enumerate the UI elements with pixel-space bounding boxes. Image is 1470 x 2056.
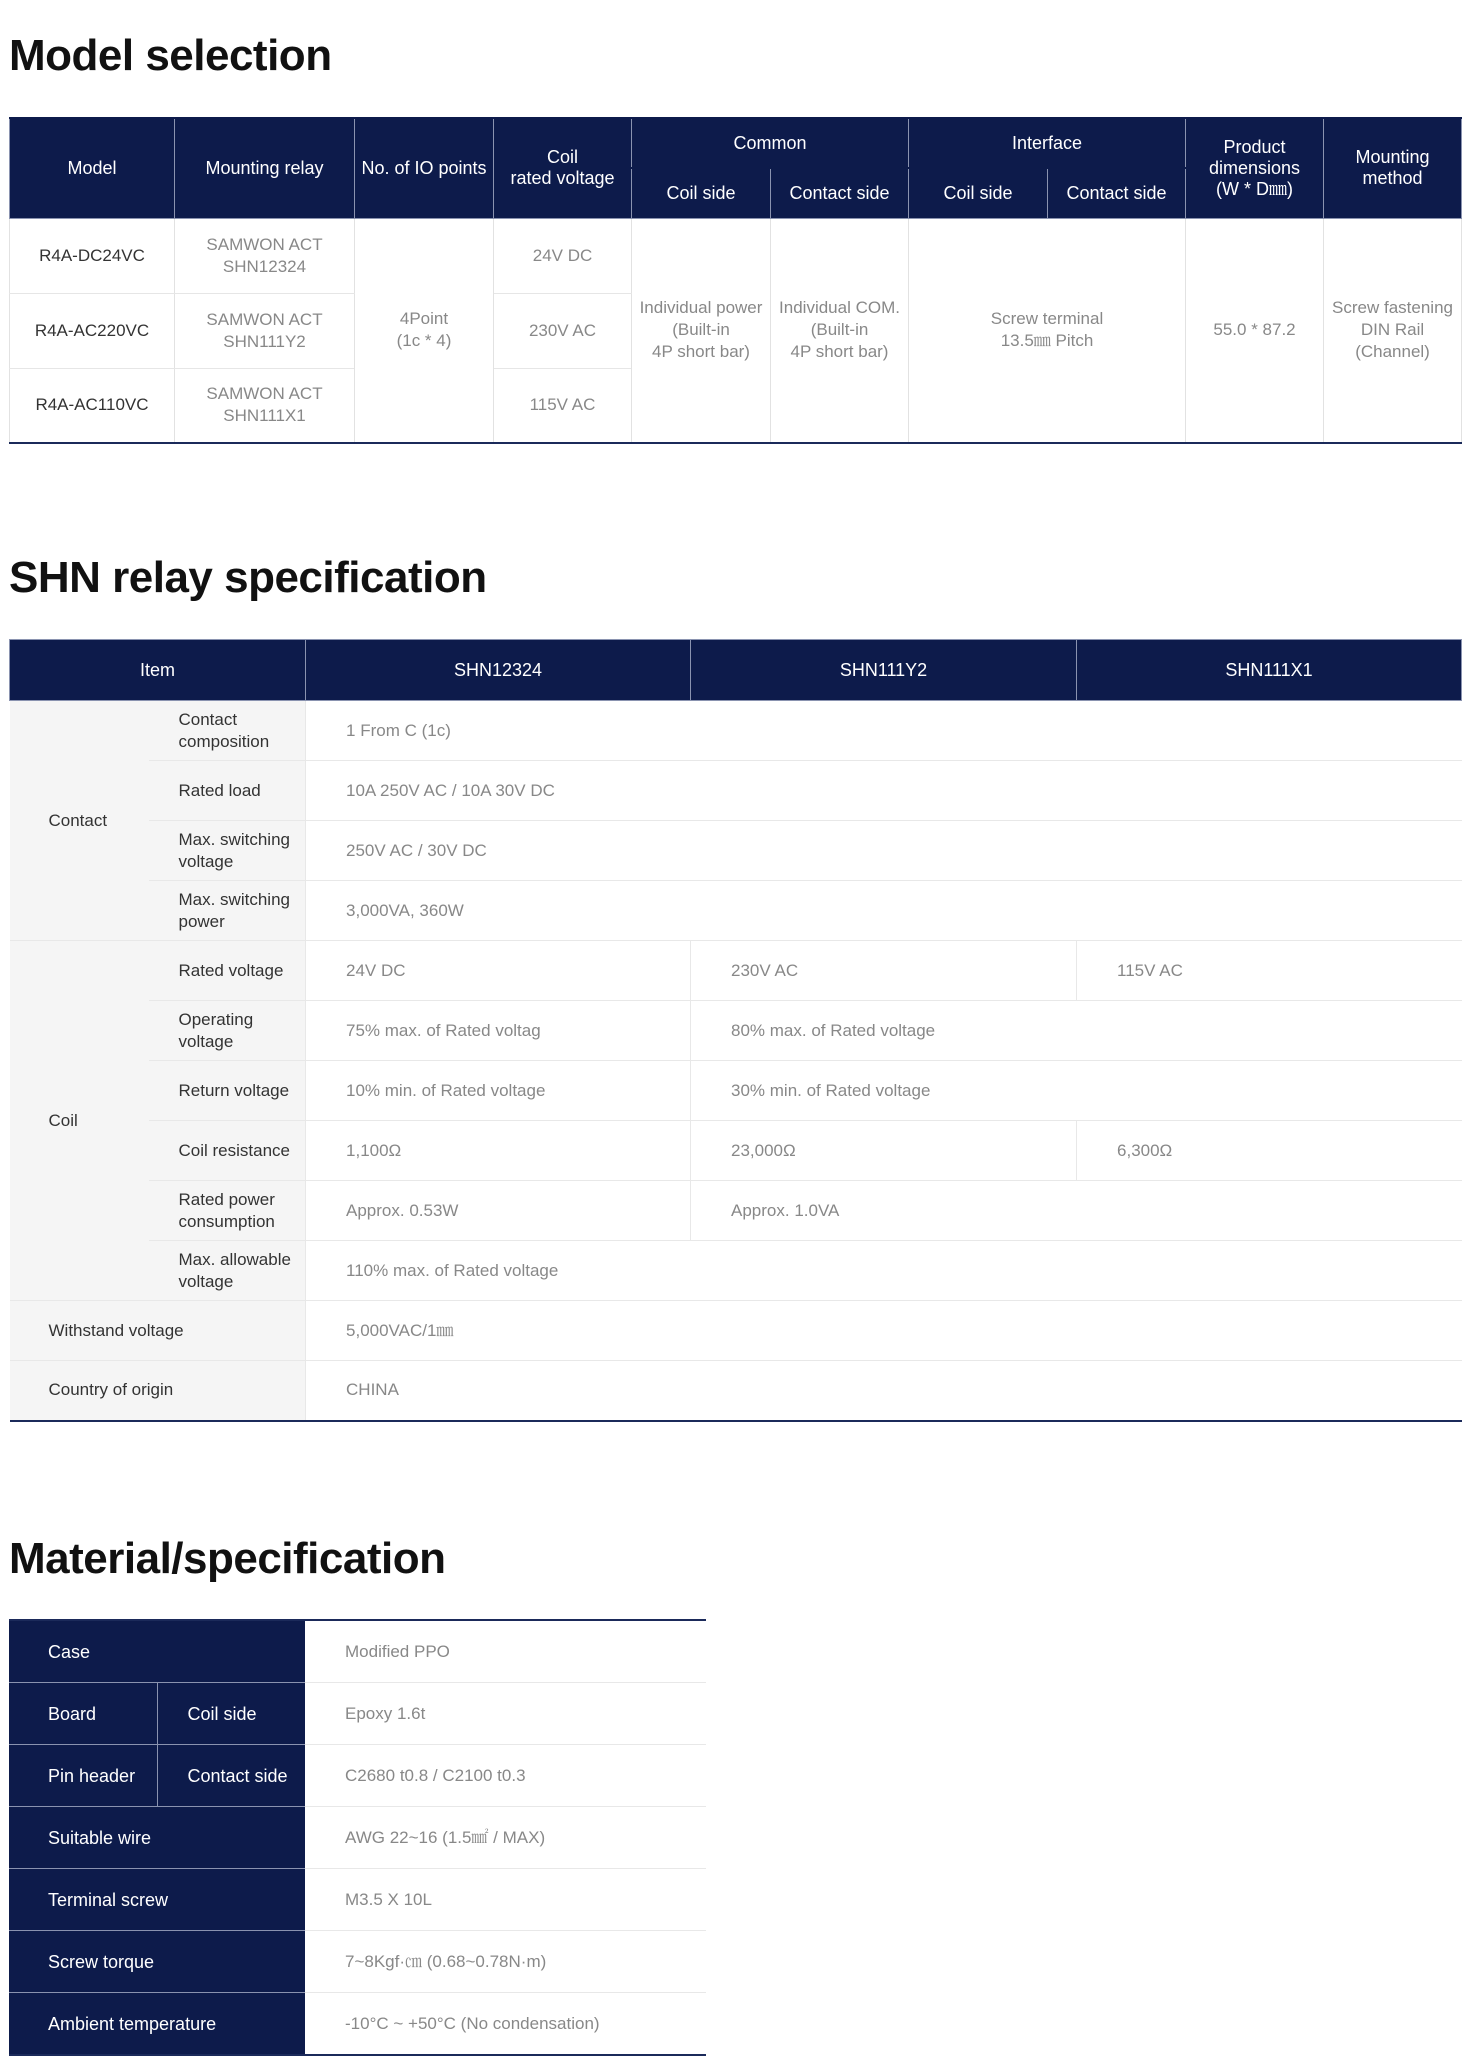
row-value: 3,000VA, 360W <box>306 881 1462 941</box>
row-label: Pin header <box>9 1745 157 1807</box>
row-value: AWG 22~16 (1.5㎟ / MAX) <box>305 1807 706 1869</box>
row-value: Epoxy 1.6t <box>305 1683 706 1745</box>
relay-cell: SAMWON ACT SHN111X1 <box>175 368 355 443</box>
material-title: Material/specification <box>9 1534 446 1583</box>
row-value: 230V AC <box>691 941 1077 1001</box>
header-shn12324: SHN12324 <box>306 640 691 701</box>
row-label: Operating voltage <box>149 1001 306 1061</box>
row-label: Suitable wire <box>9 1807 305 1869</box>
row-value: M3.5 X 10L <box>305 1869 706 1931</box>
row-label: Rated load <box>149 761 306 821</box>
row-label: Country of origin <box>10 1361 306 1421</box>
relay-cell: SAMWON ACT SHN111Y2 <box>175 293 355 368</box>
row-value: 115V AC <box>1077 941 1462 1001</box>
io-points-cell: 4Point (1c * 4) <box>355 218 494 443</box>
common-coil-cell: Individual power (Built-in 4P short bar) <box>632 218 771 443</box>
header-mounting-method: Mounting method <box>1324 118 1462 218</box>
row-value: 1,100Ω <box>306 1121 691 1181</box>
group-contact: Contact <box>10 701 149 941</box>
row-value: 1 From C (1c) <box>306 701 1462 761</box>
row-label: Return voltage <box>149 1061 306 1121</box>
row-value: 10A 250V AC / 10A 30V DC <box>306 761 1462 821</box>
row-label: Rated voltage <box>149 941 306 1001</box>
row-label: Contact composition <box>149 701 306 761</box>
model-selection-title: Model selection <box>9 31 332 80</box>
row-label: Board <box>9 1683 157 1745</box>
row-label: Screw torque <box>9 1931 305 1993</box>
group-coil: Coil <box>10 941 149 1301</box>
model-selection-table <box>9 117 1462 444</box>
header-io-points: No. of IO points <box>355 118 494 218</box>
row-value: 24V DC <box>306 941 691 1001</box>
shn-relay-title: SHN relay specification <box>9 553 487 602</box>
row-label: Rated power consumption <box>149 1181 306 1241</box>
interface-cell: Screw terminal 13.5㎜ Pitch <box>909 218 1186 443</box>
header-common: Common <box>632 118 909 168</box>
dimensions-cell: 55.0 * 87.2 <box>1186 218 1324 443</box>
row-label: Max. switching power <box>149 881 306 941</box>
voltage-cell: 115V AC <box>494 368 632 443</box>
mounting-cell: Screw fastening DIN Rail (Channel) <box>1324 218 1462 443</box>
row-label: Case <box>9 1620 305 1683</box>
header-item: Item <box>10 640 306 701</box>
model-cell: R4A-AC110VC <box>10 368 175 443</box>
row-value: 6,300Ω <box>1077 1121 1462 1181</box>
model-cell: R4A-DC24VC <box>10 218 175 293</box>
row-value: 5,000VAC/1㎜ <box>306 1301 1462 1361</box>
header-mounting-relay: Mounting relay <box>175 118 355 218</box>
header-shn111x1: SHN111X1 <box>1077 640 1462 701</box>
row-value: 30% min. of Rated voltage <box>691 1061 1462 1121</box>
material-table <box>9 1619 706 2056</box>
table-row <box>10 218 1462 293</box>
common-contact-cell: Individual COM. (Built-in 4P short bar) <box>771 218 909 443</box>
row-sublabel: Contact side <box>157 1745 305 1807</box>
relay-cell: SAMWON ACT SHN12324 <box>175 218 355 293</box>
row-value: C2680 t0.8 / C2100 t0.3 <box>305 1745 706 1807</box>
row-label: Terminal screw <box>9 1869 305 1931</box>
row-value: 80% max. of Rated voltage <box>691 1001 1462 1061</box>
row-value: Approx. 0.53W <box>306 1181 691 1241</box>
voltage-cell: 230V AC <box>494 293 632 368</box>
voltage-cell: 24V DC <box>494 218 632 293</box>
row-value: Modified PPO <box>305 1620 706 1683</box>
row-label: Coil resistance <box>149 1121 306 1181</box>
row-value: 110% max. of Rated voltage <box>306 1241 1462 1301</box>
header-shn111y2: SHN111Y2 <box>691 640 1077 701</box>
row-value: -10°C ~ +50°C (No condensation) <box>305 1993 706 2056</box>
row-label: Max. switching voltage <box>149 821 306 881</box>
row-value: 7~8Kgf·㎝ (0.68~0.78N·m) <box>305 1931 706 1993</box>
row-value: 23,000Ω <box>691 1121 1077 1181</box>
row-value: 10% min. of Rated voltage <box>306 1061 691 1121</box>
header-common-contact-side: Contact side <box>771 168 909 218</box>
row-value: 75% max. of Rated voltag <box>306 1001 691 1061</box>
header-interface-contact-side: Contact side <box>1048 168 1186 218</box>
header-interface: Interface <box>909 118 1186 168</box>
row-label: Ambient temperature <box>9 1993 305 2056</box>
model-cell: R4A-AC220VC <box>10 293 175 368</box>
header-interface-coil-side: Coil side <box>909 168 1048 218</box>
header-model: Model <box>10 118 175 218</box>
header-product-dimensions: Product dimensions (W * D㎜) <box>1186 118 1324 218</box>
header-common-coil-side: Coil side <box>632 168 771 218</box>
row-value: CHINA <box>306 1361 1462 1421</box>
shn-relay-table <box>9 639 1462 1422</box>
row-label: Max. allowable voltage <box>149 1241 306 1301</box>
row-sublabel: Coil side <box>157 1683 305 1745</box>
header-coil-rated-voltage: Coil rated voltage <box>494 118 632 218</box>
row-value: 250V AC / 30V DC <box>306 821 1462 881</box>
row-label: Withstand voltage <box>10 1301 306 1361</box>
row-value: Approx. 1.0VA <box>691 1181 1462 1241</box>
